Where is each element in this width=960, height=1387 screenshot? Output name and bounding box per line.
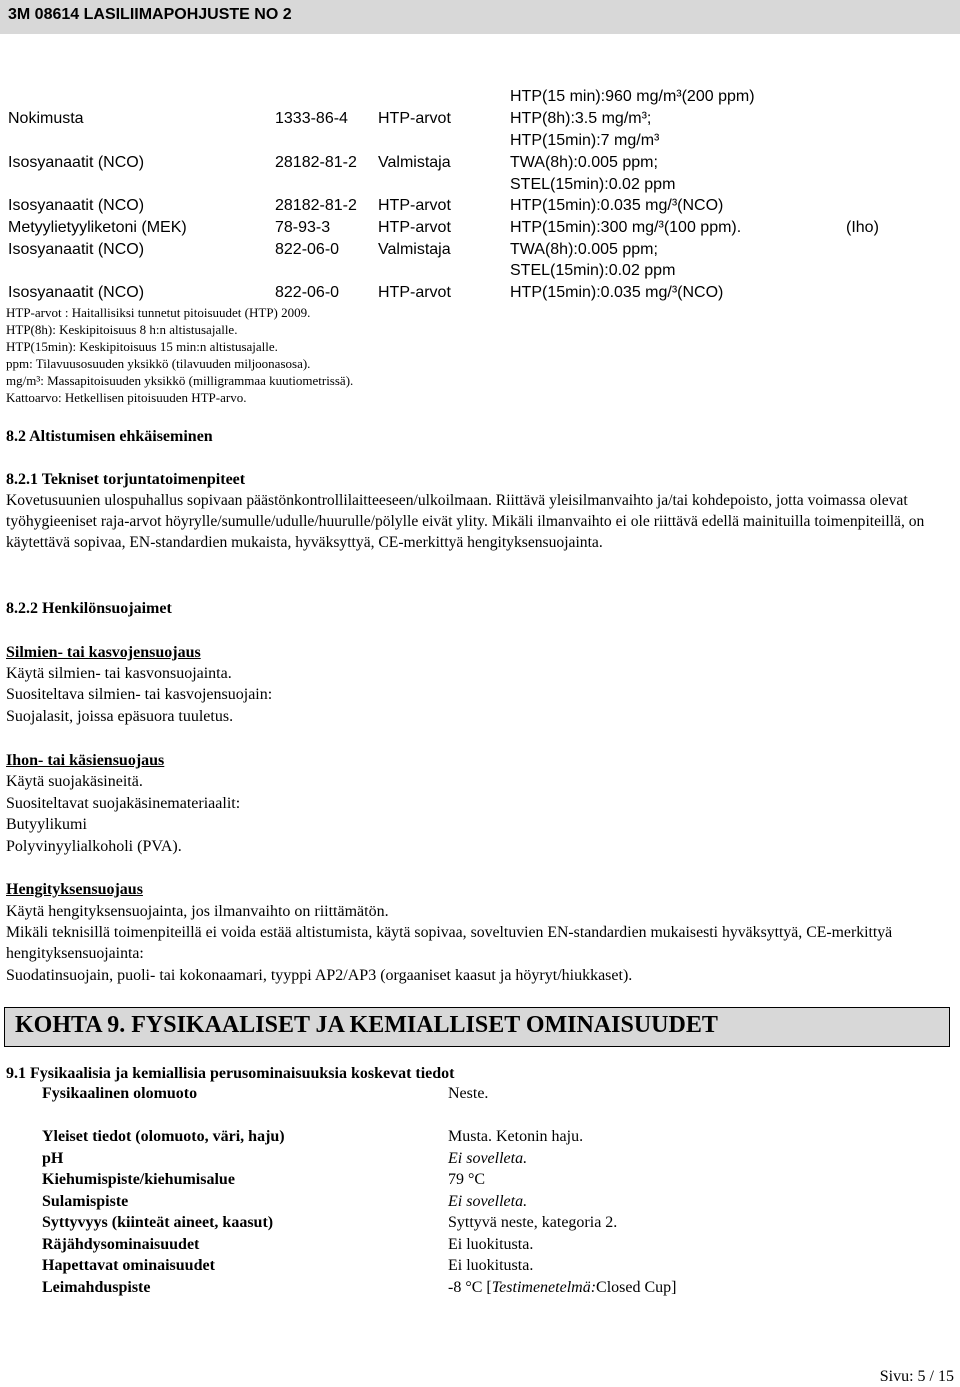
physical-state-value: Neste. [448,1085,489,1102]
abbreviation-note: HTP(8h): Keskipitoisuus 8 h:n altistusajalle. [6,322,238,337]
hand-protection-line: Käytä suojakäsineitä. [6,773,143,790]
table-cell-cas: 28182-81-2 [275,197,357,214]
hand-protection-line: Polyvinyylialkoholi (PVA). [6,838,182,855]
document-title: 3M 08614 LASILIIMAPOHJUSTE NO 2 [8,6,292,23]
eye-protection-line: Suojalasit, joissa epäsuora tuuletus. [6,708,234,725]
property-value: Ei luokitusta. [448,1236,534,1253]
property-value: Musta. Ketonin haju. [448,1128,584,1145]
section-8-2-heading: 8.2 Altistumisen ehkäiseminen [6,428,213,445]
table-cell-name: Isosyanaatit (NCO) [8,154,145,171]
page-number: Sivu: 5 / 15 [879,1368,954,1385]
flash-point-method-value: Closed Cup] [596,1279,677,1296]
property-value: Syttyvä neste, kategoria 2. [448,1214,618,1231]
abbreviation-note: Kattoarvo: Hetkellisen pitoisuuden HTP-arvo. [6,390,247,405]
table-cell-source: HTP-arvot [378,284,451,301]
property-label: Syttyvyys (kiinteät aineet, kaasut) [42,1214,274,1231]
section-9-banner [4,1007,950,1047]
flash-point-temp: -8 °C [ [448,1279,492,1296]
table-cell-cas: 822-06-0 [275,241,340,258]
eye-protection-line: Suositeltava silmien- tai kasvojensuojain: [6,686,273,703]
property-value: 79 °C [448,1171,486,1188]
eye-protection-line: Käytä silmien- tai kasvonsuojainta. [6,665,232,682]
property-label: Räjähdysominaisuudet [42,1236,200,1253]
respiratory-protection-line: Mikäli teknisillä toimenpiteillä ei voida estää altistumista, käytä sopivaa, soveltuvien EN-standardien mukaisesti hyväksyttyä, CE-merkittyä hengityksensuojainta: [6,924,893,962]
property-label: Kiehumispiste/kiehumisalue [42,1171,235,1188]
table-cell-value: STEL(15min):0.02 ppm [510,176,676,193]
section-8-2-1-heading: 8.2.1 Tekniset torjuntatoimenpiteet [6,471,246,488]
section-8-2-2-heading: 8.2.2 Henkilönsuojaimet [6,600,172,617]
hand-protection-heading: Ihon- tai käsiensuojaus [6,752,165,769]
table-cell-note: (Iho) [846,219,879,236]
table-cell-value: HTP(15min):0.035 mg/³(NCO) [510,284,724,301]
respiratory-protection-line: Suodatinsuojain, puoli- tai kokonaamari, tyyppi AP2/AP3 (orgaaniset kaasut ja höyryt/hiukkaset). [6,967,633,984]
property-label: pH [42,1150,64,1167]
property-label: Sulamispiste [42,1193,129,1210]
hand-protection-line: Butyylikumi [6,816,87,833]
eye-protection-heading: Silmien- tai kasvojensuojaus [6,644,201,661]
section-9-title: KOHTA 9. FYSIKAALISET JA KEMIALLISET OMINAISUUDET [15,1012,718,1038]
table-cell-cas: 78-93-3 [275,219,331,236]
table-cell-name: Isosyanaatit (NCO) [8,241,145,258]
table-cell-name: Isosyanaatit (NCO) [8,284,145,301]
table-cell-value: HTP(15min):0.035 mg/³(NCO) [510,197,724,214]
table-cell-cas: 822-06-0 [275,284,340,301]
abbreviation-note: HTP-arvot : Haitallisiksi tunnetut pitoisuudet (HTP) 2009. [6,305,311,320]
table-cell-name: Isosyanaatit (NCO) [8,197,145,214]
table-cell-source: HTP-arvot [378,219,451,236]
table-cell-source: Valmistaja [378,154,451,171]
respiratory-protection-heading: Hengityksensuojaus [6,881,143,898]
property-label: Hapettavat ominaisuudet [42,1257,215,1274]
property-label: Yleiset tiedot (olomuoto, väri, haju) [42,1128,285,1145]
table-cell-name: Nokimusta [8,110,84,127]
table-cell-source: Valmistaja [378,241,451,258]
abbreviation-note: HTP(15min): Keskipitoisuus 15 min:n altistusajalle. [6,339,278,354]
table-cell-source: HTP-arvot [378,110,451,127]
property-value: Ei luokitusta. [448,1257,534,1274]
technical-measures-text: Kovetusuunien ulospuhallus sopivaan päästönkontrollilaitteeseen/ulkoilmaan. Riittävä yleisilmanvaihto ja/tai kohdepoisto, jotta voimassa olevat työhygieeniset raja-arvot höyrylle/sumulle/udulle/huurulle/pölylle eivät ylity. Mikäli ilmanvaihto ei ole riittävä edellä mainituilla toimenpiteillä, on käytettävä sopivaa, EN-standardien mukaista, hyväksyttyä, CE-merkittyä hengityksensuojainta. [6,492,925,551]
hand-protection-line: Suositeltavat suojakäsinemateriaalit: [6,795,241,812]
table-cell-cas: 28182-81-2 [275,154,357,171]
document-header [0,0,960,34]
section-9-1-heading: 9.1 Fysikaalisia ja kemiallisia perusominaisuuksia koskevat tiedot [6,1065,455,1082]
flash-point-value [448,1279,676,1297]
property-value: Ei sovelleta. [448,1150,528,1167]
table-cell-name: Metyylietyyliketoni (MEK) [8,219,187,236]
table-cell-value: HTP(8h):3.5 mg/m³; [510,110,652,127]
flash-point-method-label: Testimenetelmä: [491,1279,597,1296]
table-cell-value: HTP(15 min):960 mg/m³(200 ppm) [510,88,755,105]
respiratory-protection-line: Käytä hengityksensuojainta, jos ilmanvaihto on riittämätön. [6,903,389,920]
property-value: Ei sovelleta. [448,1193,528,1210]
table-cell-value: HTP(15min):7 mg/m³ [510,132,660,149]
abbreviation-note: mg/m³: Massapitoisuuden yksikkö (milligrammaa kuutiometrissä). [6,373,354,388]
table-cell-value: HTP(15min):300 mg/³(100 ppm). [510,219,742,236]
table-cell-value: TWA(8h):0.005 ppm; [510,154,658,171]
table-cell-cas: 1333-86-4 [275,110,348,127]
property-label: Leimahduspiste [42,1279,151,1296]
table-cell-source: HTP-arvot [378,197,451,214]
table-cell-value: STEL(15min):0.02 ppm [510,262,676,279]
table-cell-value: TWA(8h):0.005 ppm; [510,241,658,258]
abbreviation-note: ppm: Tilavuusosuuden yksikkö (tilavuuden miljoonasosa). [6,356,311,371]
physical-state-label: Fysikaalinen olomuoto [42,1085,198,1102]
